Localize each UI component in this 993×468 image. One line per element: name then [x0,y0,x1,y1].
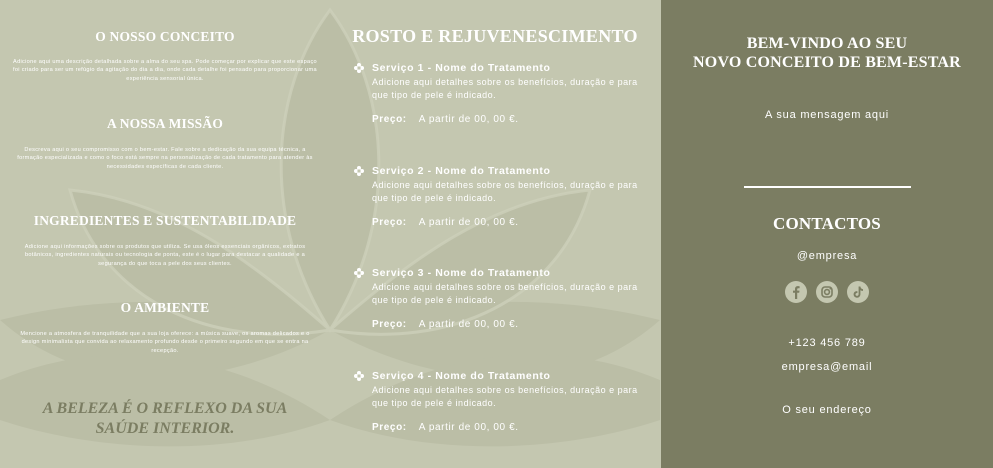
section-title-concept: O NOSSO CONCEITO [95,29,235,44]
services-panel [330,0,660,468]
flower-bullet-icon [354,371,364,381]
price-label: Preço: [372,114,407,125]
service-description: Adicione aqui detalhes sobre os benefícios, duração e para que tipo de pele é indicado. [372,385,638,408]
price-value: A partir de 00, 00 €. [418,319,519,330]
price-label: Preço: [372,422,407,433]
contact-phone: +123 456 789 [788,337,866,349]
contact-email: empresa@email [781,361,873,373]
service-name: Serviço 1 - Nome do Tratamento [372,62,551,74]
section-title-ambience: O AMBIENTE [120,300,210,315]
instagram-icon[interactable] [816,281,838,303]
tagline-quote: A BELEZA É O REFLEXO DA SUA SAÚDE INTERIOR. [42,400,288,437]
section-text-concept: Adicione aqui uma descrição detalhada sobre a alma do seu spa. Pode começar por explicar que este espaço foi criado para ser um refúgio da agitação do dia a dia, onde cada detalhe foi pensado para proporcionar uma experiência sensorial única. [13,59,317,82]
service-name: Serviço 3 - Nome do Tratamento [372,267,551,279]
section-title-mission: A NOSSA MISSÃO [106,116,224,131]
section-text-ambience: Mencione a atmosfera de tranquilidade que a sua loja oferece: a música suave, os aromas delicados e o design minimalista que convida ao relaxamento profundo desde o primeiro segundo em que se entra na recepção. [20,331,310,354]
contact-handle: @empresa [796,250,858,262]
social-icons [785,281,869,303]
service-price [372,422,519,433]
service-description: Adicione aqui detalhes sobre os benefícios, duração e para que tipo de pele é indicado. [372,180,638,203]
service-description: Adicione aqui detalhes sobre os benefícios, duração e para que tipo de pele é indicado. [372,77,638,100]
section-title-ingredients: INGREDIENTES E SUSTENTABILIDADE [33,213,297,228]
price-label: Preço: [372,217,407,228]
welcome-title-line1: BEM-VINDO AO SEU [746,35,908,52]
flower-bullet-icon [354,268,364,278]
services-title: ROSTO E REJUVENESCIMENTO [352,26,638,46]
tiktok-icon[interactable] [847,281,869,303]
price-value: A partir de 00, 00 €. [418,114,519,125]
flower-bullet-icon [354,63,364,73]
welcome-title-line2: NOVO CONCEITO DE BEM-ESTAR [693,54,961,71]
service-price [372,114,519,125]
divider [744,186,911,188]
section-text-mission: Descreva aqui o seu compromisso com o bem-estar. Fale sobre a dedicação da sua equipa técnica, a formação especializada e como o foco está sempre na personalização de cada tratamento para atender às necessidades específicas de cada cliente. [17,147,313,170]
price-label: Preço: [372,319,407,330]
flower-bullet-icon [354,166,364,176]
facebook-icon[interactable] [785,281,807,303]
left-panel [0,0,330,468]
price-value: A partir de 00, 00 €. [418,422,519,433]
welcome-panel [661,0,993,468]
service-description: Adicione aqui detalhes sobre os benefícios, duração e para que tipo de pele é indicado. [372,282,638,305]
service-name: Serviço 2 - Nome do Tratamento [372,165,551,177]
price-value: A partir de 00, 00 €. [418,217,519,228]
service-price [372,319,519,330]
section-text-ingredients: Adicione aqui informações sobre os produtos que utiliza. Se usa óleos essenciais orgânicos, extratos botânicos, ingredientes naturais ou tecnologia de ponta, este é o lugar para destacar a qualidade e a segurança do que toca a pele dos seus clientes. [24,244,306,267]
welcome-message: A sua mensagem aqui [764,109,890,121]
contact-address: O seu endereço [782,404,872,416]
service-name: Serviço 4 - Nome do Tratamento [372,370,551,382]
contacts-title: CONTACTOS [773,214,881,233]
service-price [372,217,519,228]
